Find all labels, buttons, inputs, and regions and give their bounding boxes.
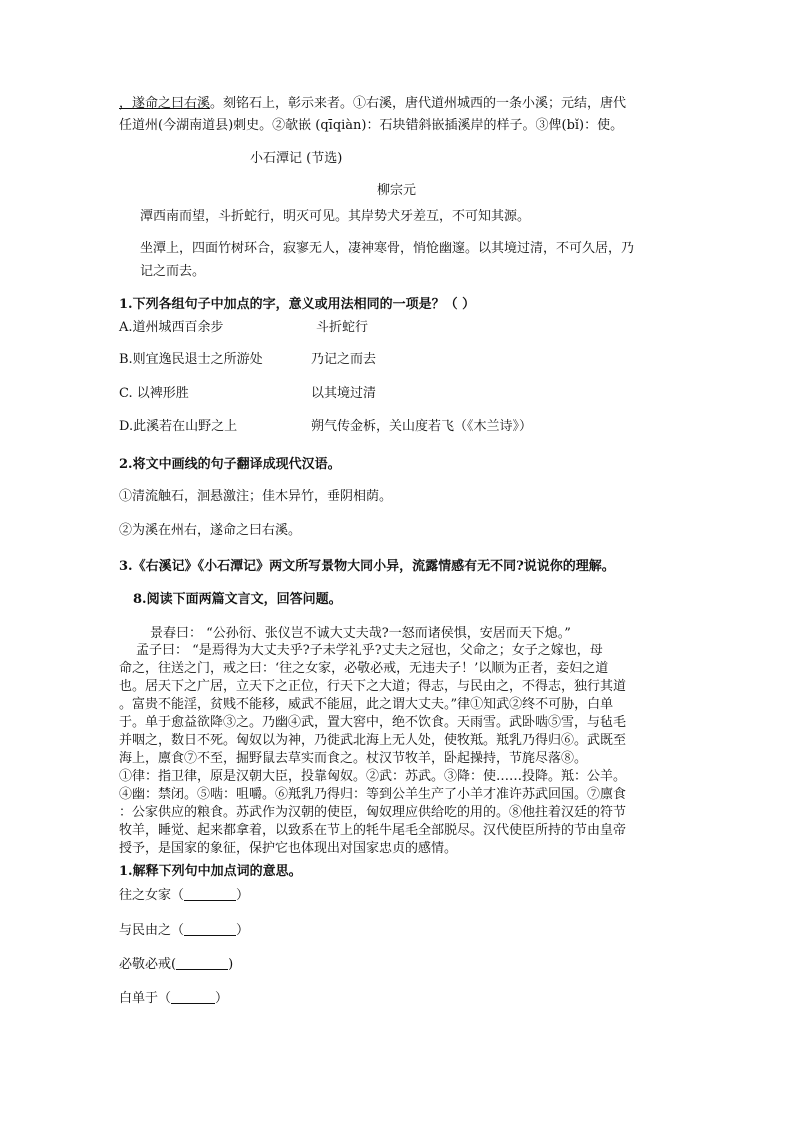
- question-2-sentence-2: ②为溪在州右，遂命之曰右溪。: [119, 523, 302, 538]
- fill-item-3: 必敬必戒( ): [119, 957, 234, 972]
- passage-paragraph-2b: 记之而去。: [140, 264, 206, 279]
- fill-item-4: 白单于（ ）: [119, 991, 229, 1006]
- option-d-left: D.此溪若在山野之上: [119, 419, 238, 434]
- question-2-sentence-1: ①清流触石，洄悬激注；佳木异竹，垂阴相荫。: [119, 489, 393, 504]
- option-a-left: A.道州城西百余步: [119, 320, 224, 335]
- question-1: 1.下列各组句子中加点的字，意义或用法相同的一项是？（ ）: [119, 297, 476, 312]
- option-b-right: 乃记之而去: [311, 352, 377, 367]
- section-8-line-3: 命之，往送之门，戒之曰：‘往之女家，必敬必戒，无违夫子！’以顺为正者，妾妇之道: [119, 661, 609, 676]
- passage-paragraph-1: 潭西南而望，斗折蛇行，明灭可见。其岸势犬牙差互，不可知其源。: [140, 209, 531, 224]
- passage-paragraph-2a: 坐潭上，四面竹树环合，寂寥无人，凄神寒骨，悄怆幽邃。以其境过清，不可久居，乃: [140, 241, 635, 256]
- answer-blank-2[interactable]: [184, 923, 236, 936]
- answer-blank-3[interactable]: [176, 957, 228, 970]
- passage-title: 小石潭记 (节选): [250, 151, 343, 166]
- section-8-note-3: ：公家供应的粮食。苏武作为汉朝的使臣，匈奴理应供给吃的用的。⑧他拄着汉廷的符节: [119, 805, 627, 820]
- section-8-line-1: 景春曰： “公孙衍、张仪岂不诚大丈夫哉?一怒而诸侯惧，安居而天下熄。”: [150, 626, 571, 641]
- section-8-line-6: 于。单于愈益欲降③之。乃幽④武，置大窖中，绝不饮食。天雨雪。武卧啮⑤雪，与毡毛: [119, 715, 627, 730]
- section-8-line-5: 。富贵不能淫，贫贱不能移，威武不能屈，此之谓大丈夫。”律①知武②终不可胁，白单: [119, 697, 614, 712]
- section-8-note-4: 牧羊，睡觉、起来都拿着，以致系在节上的牦牛尾毛全部脱尽。汉代使臣所持的节由皇帝: [119, 823, 627, 838]
- section-8-line-4: 也。居天下之广居，立天下之正位，行天下之大道；得志，与民由之，不得志，独行其道: [119, 679, 627, 694]
- underlined-sentence: ，遂命之曰右溪: [119, 96, 211, 111]
- option-c-right: 以其境过清: [311, 386, 377, 401]
- section-8-line-8: 海上，廪食⑦不至，掘野鼠去草实而食之。杖汉节牧羊，卧起操持，节旄尽落⑧。: [119, 751, 588, 766]
- section-8-note-1: ①律：指卫律，原是汉朝大臣，投靠匈奴。②武：苏武。③降：使……投降。羝：公羊。: [119, 769, 627, 784]
- section-8-note-5: 授予，是国家的象征，保护它也体现出对国家忠贞的感情。: [119, 841, 458, 856]
- passage-author: 柳宗元: [377, 183, 417, 198]
- section-8-heading: 8.阅读下面两篇文言文，回答问题。: [133, 592, 342, 607]
- fill-item-1: 往之女家（ ）: [119, 888, 250, 903]
- note-line-2: 任道州(今湖南道县)刺史。②欹嵌 (qīqiàn)：石块错斜嵌插溪岸的样子。③俾(bǐ)：使。: [119, 118, 624, 133]
- option-a-right: 斗折蛇行: [316, 320, 369, 335]
- answer-blank-4[interactable]: [171, 991, 215, 1004]
- question-3: 3.《右溪记》《小石潭记》两文所写景物大同小异，流露情感有无不同?说说你的理解。: [119, 559, 615, 574]
- section-8-note-2: ④幽：禁闭。⑤啮：咀嚼。⑥羝乳乃得归：等到公羊生产了小羊才准许苏武回国。⑦廪食: [119, 787, 627, 802]
- section-8-line-7: 并咽之，数日不死。匈奴以为神，乃徙武北海上无人处，使牧羝。羝乳乃得归⑥。武既至: [119, 733, 627, 748]
- answer-blank-1[interactable]: [184, 888, 236, 901]
- option-b-left: B.则宜逸民退士之所游处: [119, 352, 263, 367]
- option-c-left: C. 以裨形胜: [119, 386, 189, 401]
- section-8-line-2: 孟子曰： “是焉得为大丈夫乎?子未学礼乎?丈夫之冠也，父命之；女子之嫁也，母: [136, 643, 603, 658]
- question-2: 2.将文中画线的句子翻译成现代汉语。: [119, 457, 341, 472]
- section-8-question-1: 1.解释下列句中加点词的意思。: [119, 864, 302, 879]
- fill-item-2: 与民由之（ ）: [119, 923, 250, 938]
- option-d-right: 朔气传金柝，关山度若飞（《木兰诗》）: [311, 419, 533, 434]
- note-line-1: ，遂命之曰右溪。刻铭石上，彰示来者。①右溪，唐代道州城西的一条小溪；元结，唐代: [119, 96, 627, 111]
